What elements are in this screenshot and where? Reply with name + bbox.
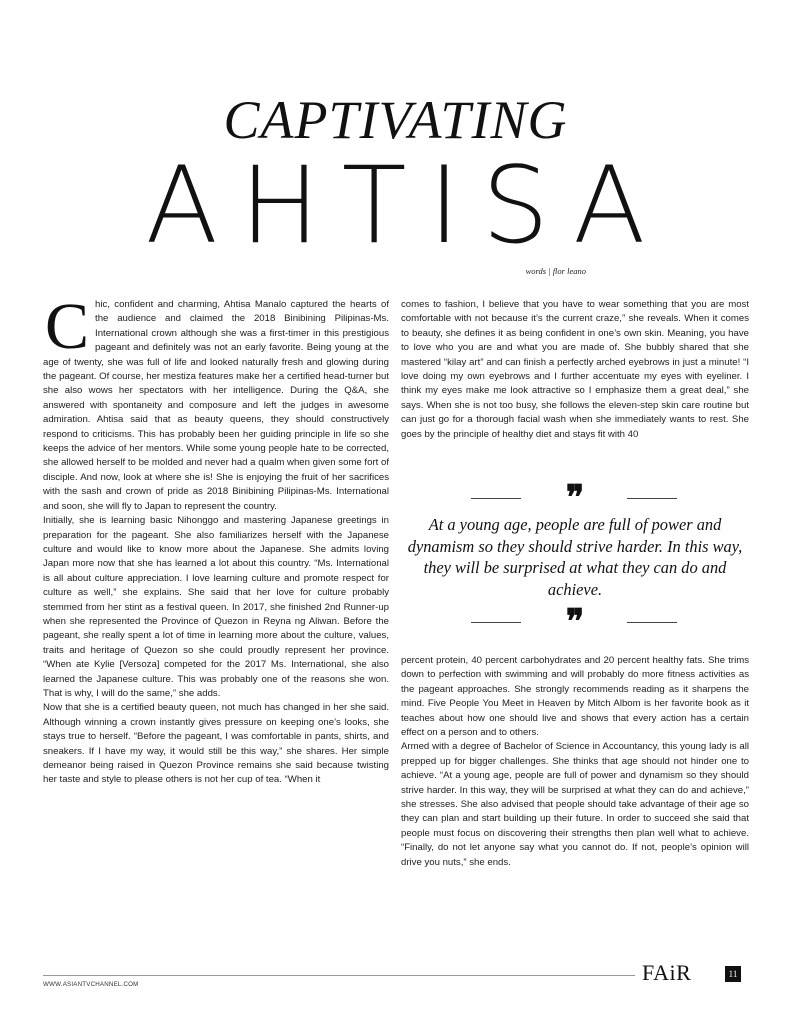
footer-rule [43,975,635,976]
article-column-left [43,290,389,788]
pull-quote-text: At a young age, people are full of power and dynamism so they should strive harder. In this way, they will be surprised at what they can do and achieve. [407,515,743,599]
page-number: 11 [725,966,741,982]
paragraph: percent protein, 40 percent carbohydrates and 20 percent healthy fats. She trims down to perfection with swimming and will probably do more fitness activities as the pageant approaches. She strongly recommends reading as it sharpens the mind. Five People You Meet in Heaven by Mitch Albom is her favorite book as it teaches about how one should live and shows that every action has a certain effect on a person and to others. [401,655,749,739]
quote-rule-left-bottom [471,622,521,623]
quote-rule-right [627,498,677,499]
byline: words | flor leano [525,266,586,276]
quote-mark-close-icon: ❞ [565,604,585,641]
article-column-right-bottom [401,654,749,870]
footer-url: WWW.ASIANTVCHANNEL.COM [43,981,139,988]
quote-rule-left [471,498,521,499]
headline-captivating: CAPTIVATING [223,90,568,150]
paragraph: Now that she is a certified beauty queen, not much has changed in her she said. Although winning a crown instantly gives pressure on keeping one’s looks, she stays true to herself. “Before the pageant, I was comfortable in pants, shirts, and sneakers. If I have my way, it would still be this way,” she shares. Her simple demeanor being raised in Quezon Province remains she said because twisting her taste and style to please others is not her cup of tea. “When it [43,702,389,786]
paragraph: hic, confident and charming, Ahtisa Manalo captured the hearts of the audience and claimed the 2018 Binibining Pilipinas-Ms. International crown although she was a first-timer in this prestigious pageant and definitely was not an early favorite. Being young at the age of twenty, she was full of life and looked naturally fresh and glowing during the pageant. Of course, her mestiza features make her a certified head-turner but she also wows her spectators with her intelligence. During the Q&A, she answered with spontaneity and composure and left the judges in awesome admiration. Ahtisa said that as beauty queens, they should constructively respond to criticisms. This has probably been her guiding principle in life so she keeps the advice of her mentors. While some young people hate to be corrected, she allowed herself to be molded and never had a qualm when given some fort of disciple. And now, look at where she is! She is enjoying the fruit of her sacrifices with the sash and crown of pride as 2018 Binibining Pilipinas-Ms. International and soon, she will fly to Japan to represent the country. [43,299,389,512]
drop-cap: C [45,290,90,363]
article-column-right-top [401,298,749,442]
fair-logo: FAiR [642,960,692,985]
paragraph: comes to fashion, I believe that you have to wear something that you are most comfortable with not because it’s the current craze,” she reveals. When it comes to beauty, she defines it as being confident in one’s own skin. Meaning, you have to love who you are and what you are made of. She bubbly shared that she mastered “kilay art” and can finish a perfectly arched eyebrows in just a minute! “I love doing my own eyebrows and I further accentuate my eyes with eyeliner. I think my eyes make me look attractive so I emphasize them a great deal,” she says. When she is not too busy, she follows the eleven-step skin care routine but can just go for a thorough facial wash when she immediately wants to rest. She goes by the principle of healthy diet and stays fit with 40 [401,299,749,440]
quote-mark-open-icon: ❞ [565,480,585,517]
paragraph: Initially, she is learning basic Nihonggo and mastering Japanese greetings in preparation for the pageant. She also familiarizes herself with the Japanese culture and would like to know more about the Japanese. She admits loving Japan more now that she has learned a lot about this country. “Ms. International is all about culture appreciation. I love learning culture and promote respect for culture as well,” she explains. She said that her love for culture probably stemmed from her stint as a festival queen. In 2017, she finished 2nd Runner-up when she represented the Province of Quezon in Reyna ng Aliwan. Before the pageant, she really spent a lot of time in learning more about the culture, values, traits and heritage of Quezon so she could proudly represent her province. “When ate Kylie [Versoza] competed for the 2017 Ms. International, she also learned the Japanese culture. This was probably one of the reasons she won. That is why, I will do the same,” she adds. [43,515,389,699]
headline-ahtisa: AHTISA [145,144,668,267]
paragraph: Armed with a degree of Bachelor of Science in Accountancy, this young lady is all prepped up for bigger challenges. She thinks that age should not hinder one to achieve. “At a young age, people are full of power and dynamism so they should strive harder. In this way, they will be surprised at what they can do and achieve,” she stresses. She also advised that people should take advantage of their age so they can plan and start building up their future. In order to succeed she said that people must focus on discovering their strengths then plan well what to achieve. “Finally, do not let anyone say what you cannot do. If not, people’s opinion will drive you nuts,” she ends. [401,741,749,868]
quote-rule-right-bottom [627,622,677,623]
